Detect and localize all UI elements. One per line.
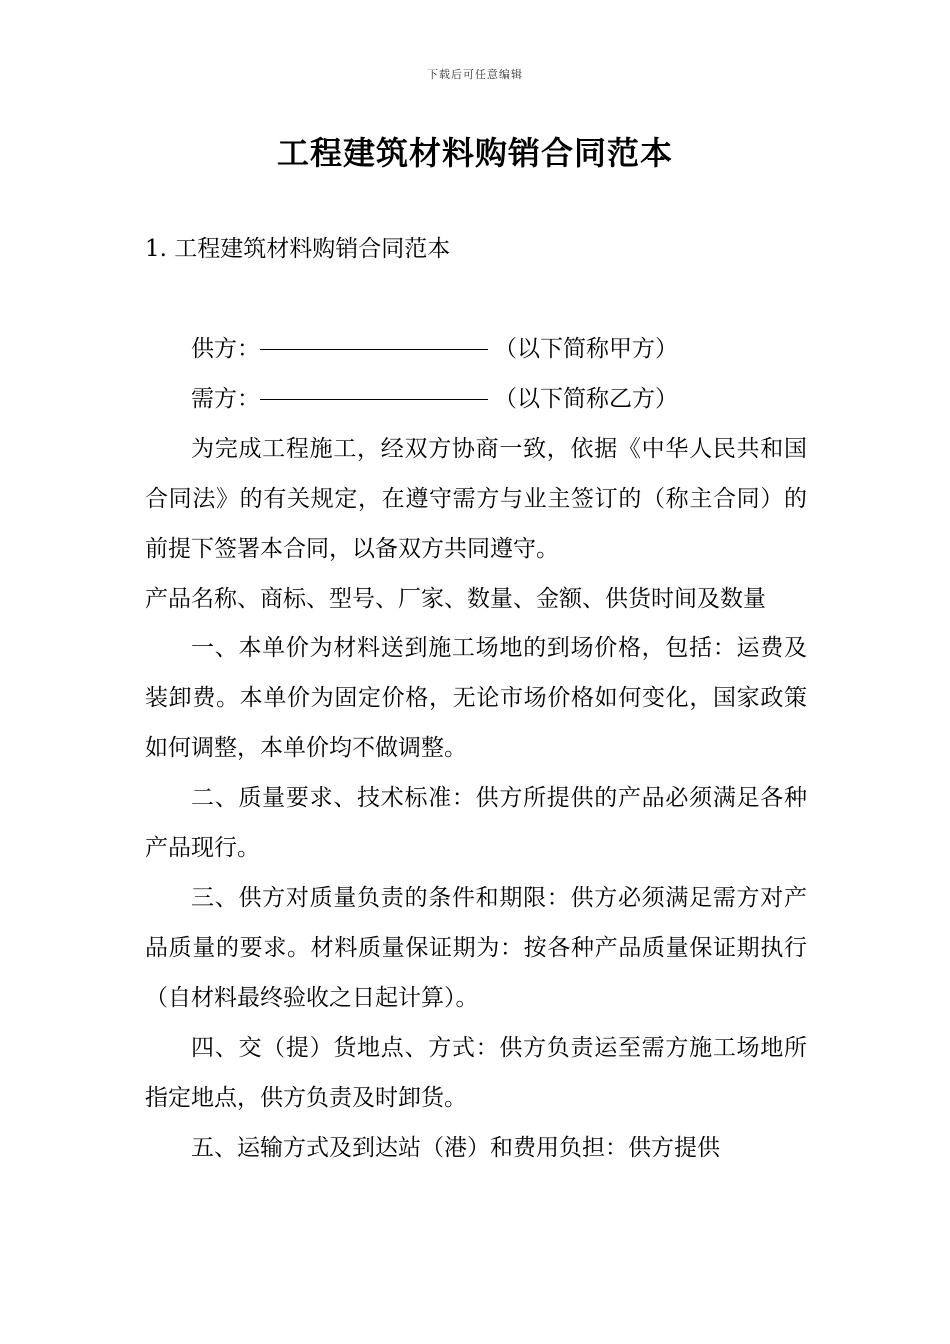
- contract-body: [145, 325, 807, 1173]
- product-line-paragraph: 产品名称、商标、型号、厂家、数量、金额、供货时间及数量: [145, 585, 766, 612]
- supplier-line: [145, 325, 807, 375]
- buyer-blank-field: [260, 372, 488, 400]
- clause-5-paragraph: 五、运输方式及到达站（港）和费用负担：供方提供: [191, 1134, 720, 1161]
- buyer-label: 需方：: [191, 385, 260, 412]
- document-title: 工程建筑材料购销合同范本: [276, 134, 673, 172]
- clause-2-paragraph: 二、质量要求、技术标准：供方所提供的产品必须满足各种产品现行。: [145, 785, 807, 862]
- supplier-label: 供方：: [191, 336, 260, 362]
- clause-3-paragraph: 三、供方对质量负责的条件和期限：供方必须满足需方对产品质量的要求。材料质量保证期为：按各种产品质量保证期执行（自材料最终验收之日起计算）。: [145, 884, 807, 1011]
- buyer-suffix: （以下简称乙方）: [494, 385, 678, 412]
- clause-4-paragraph: 四、交（提）货地点、方式：供方负责运至需方施工场地所指定地点，供方负责及时卸货。: [145, 1034, 807, 1111]
- buyer-line: [145, 375, 807, 425]
- section-heading: 1. 工程建筑材料购销合同范本: [145, 236, 451, 262]
- supplier-suffix: （以下简称甲方）: [494, 336, 678, 362]
- supplier-blank-field: [260, 322, 488, 350]
- header-note: 下载后可任意编辑: [427, 68, 523, 81]
- intro-paragraph: 为完成工程施工，经双方协商一致，依据《中华人民共和国合同法》的有关规定，在遵守需方与业主签订的（称主合同）的前提下签署本合同，以备双方共同遵守。: [145, 435, 807, 562]
- clause-1-paragraph: 一、本单价为材料送到施工场地的到场价格，包括：运费及装卸费。本单价为固定价格，无论市场价格如何变化，国家政策如何调整，本单价均不做调整。: [145, 635, 807, 762]
